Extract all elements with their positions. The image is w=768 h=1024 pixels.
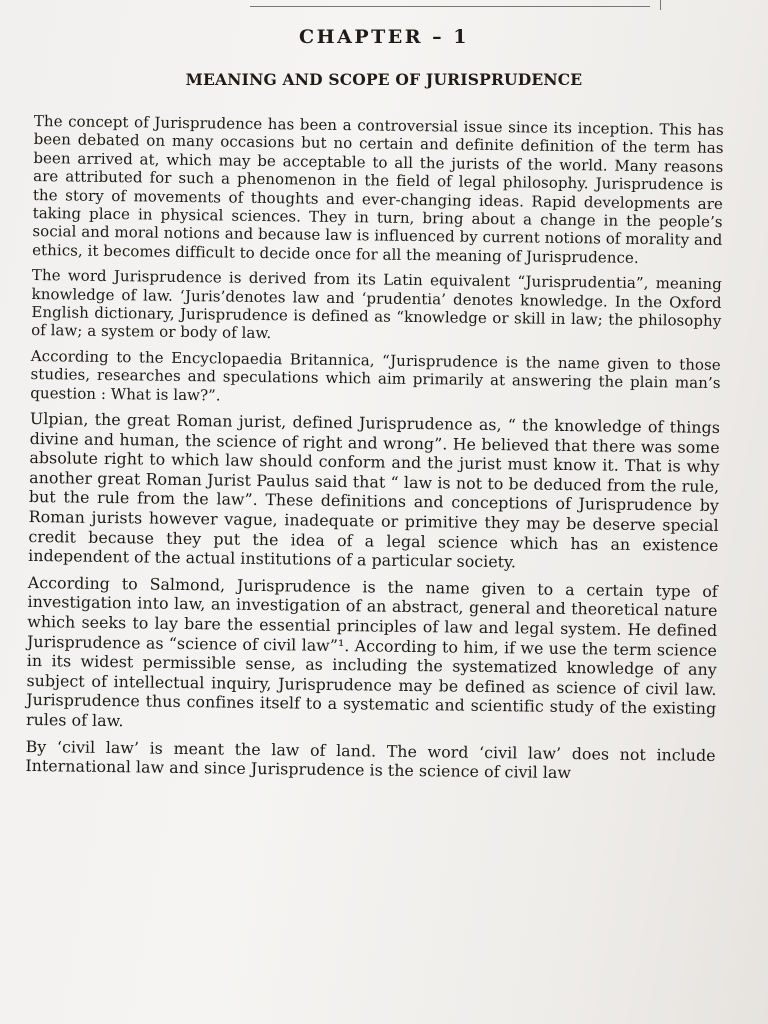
- paragraph-civil-law: By ‘civil law’ is meant the law of land. The word ‘civil law’ does not include International law and since Jurisprudence is the science of civil law: [25, 736, 716, 783]
- chapter-title: MEANING AND SCOPE OF JURISPRUDENCE: [185, 70, 583, 89]
- header-tick: [660, 0, 661, 10]
- paragraph-etymology: The word Jurisprudence is derived from its Latin equivalent “Jurisprudentia”, meaning knowledge of law. ‘Juris’denotes law and ‘prudentia’ denotes knowledge. In the Oxford English dictionary, Jurisprudence is defined as “knowledge or skill in law; the philosophy of law; a system or body of law.: [31, 266, 722, 343]
- paragraph-britannica: According to the Encyclopaedia Britannica, “Jurisprudence is the name given to those studies, researches and speculations which aim primarily at answering the plain man’s question : What is law?”.: [30, 346, 721, 405]
- paragraph-salmond: According to Salmond, Jurisprudence is the name given to a certain type of investigation into law, an investigation of an abstract, general and theoretical nature which seeks to lay bare the essential principles of law and legal system. He defined Jurisprudence as “science of civil law”¹. According to him, if we use the term science in its widest permissible sense, as including the systematized knowledge of any subject of intellectual inquiry, Jurisprudence may be defined as science of civil law. Jurisprudence thus confines itself to a systematic and scientific study of the existing rules of law.: [25, 572, 718, 731]
- chapter-body: [25, 112, 724, 792]
- chapter-label: CHAPTER – 1: [299, 26, 469, 48]
- header-rule: [250, 6, 650, 7]
- paragraph-ulpian: Ulpian, the great Roman jurist, defined Jurisprudence as, “ the knowledge of things divine and human, the science of right and wrong”. He believed that there was some absolute right to which law should conform and the jurist must know it. That is why another great Roman Jurist Paulus said that “ law is not to be deduced from the rule, but the rule from the law”. These definitions and conceptions of Jurisprudence by Roman jurists however vague, inadequate or primitive they may be deserve special credit because they put the idea of a legal science which has an existence independent of the actual institutions of a particular society.: [28, 409, 721, 572]
- paragraph-intro: The concept of Jurisprudence has been a controversial issue since its inception. This has been debated on many occasions but no certain and definite definition of the term has been arrived at, which may be acceptable to all the jurists of the world. Many reasons are attributed for such a phenomenon in the field of legal philosophy. Jurisprudence is the story of movements of thoughts and ever-changing ideas. Rapid developments are taking place in physical sciences. They in turn, bring about a change in the people’s social and moral notions and because law is influenced by current notions of morality and ethics, it becomes difficult to decide once for all the meaning of Jurisprudence.: [32, 112, 724, 267]
